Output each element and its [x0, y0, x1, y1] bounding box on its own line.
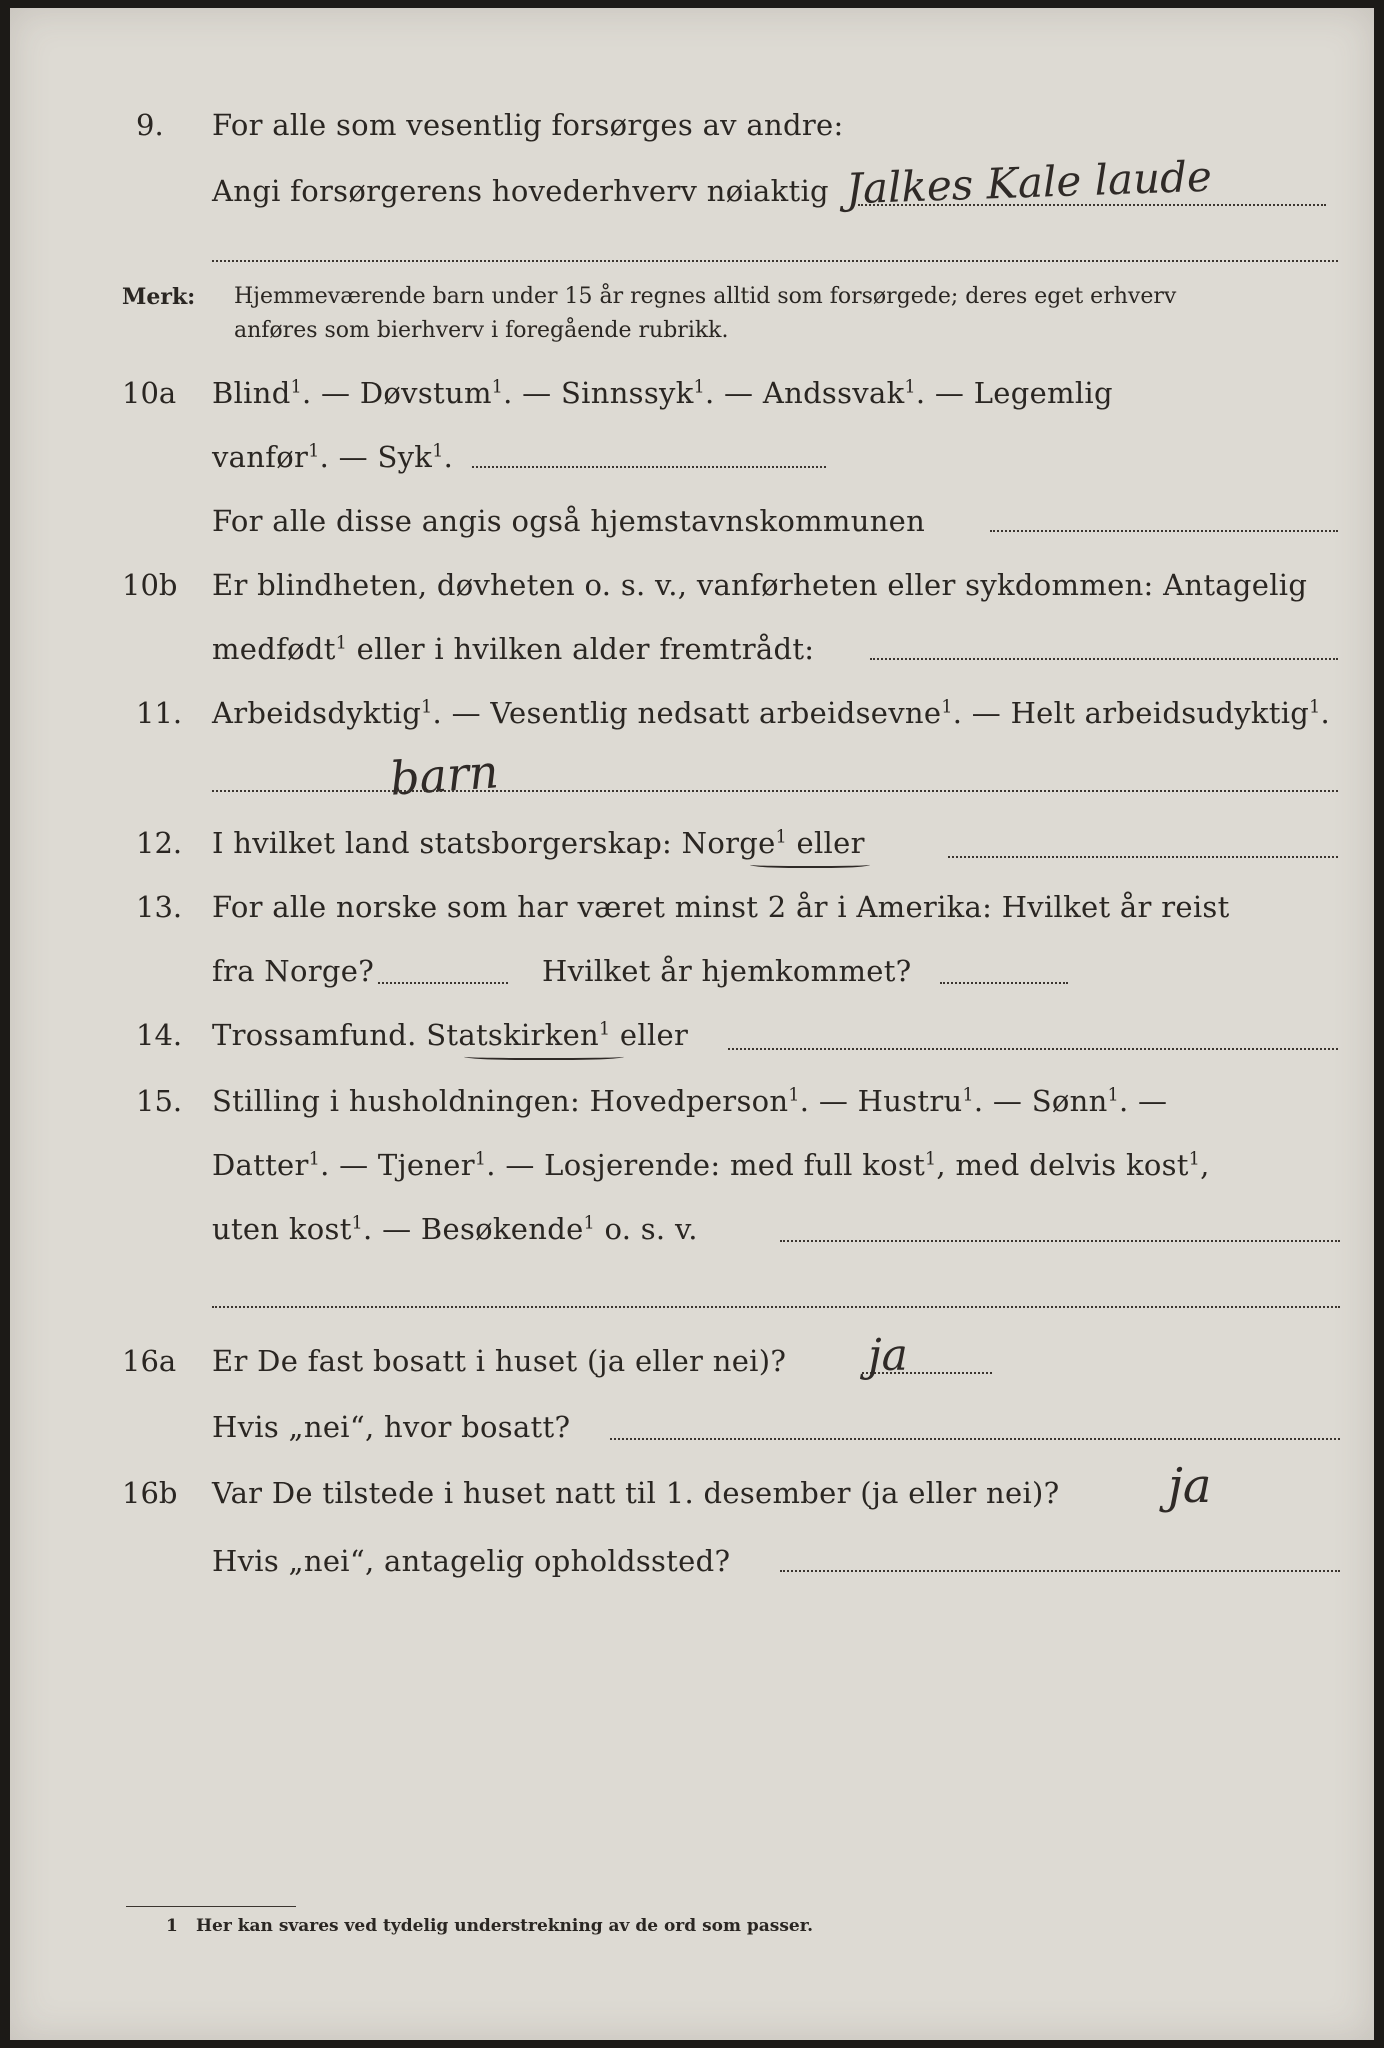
- q14-answer-line[interactable]: [728, 1048, 1338, 1050]
- q13-number: 13.: [136, 890, 183, 924]
- q12-norge-option[interactable]: Norge: [681, 826, 776, 860]
- q16b-line2: Hvis „nei“, antagelig opholdssted?: [212, 1544, 731, 1578]
- footnote-text: Her kan svares ved tydelig understrekning av de ord som passer.: [196, 1916, 814, 1936]
- q10a-answer-line[interactable]: [472, 466, 826, 468]
- q13-hjemkommet-line[interactable]: [940, 982, 1068, 984]
- q12-answer-line[interactable]: [948, 856, 1338, 858]
- q10a-line2: vanfør$^1$. — Syk$^1$.: [212, 440, 454, 474]
- q10b-line1: Er blindheten, døvheten o. s. v., vanførheten eller sykdommen: Antagelig: [212, 568, 1308, 602]
- q15-number: 15.: [136, 1084, 183, 1118]
- q15-extra-line[interactable]: [212, 1306, 1340, 1308]
- q12-line1: I hvilket land statsborgerskap: Norge$^1$ eller: [212, 826, 865, 860]
- q16a-bosatt-line[interactable]: [610, 1438, 1340, 1440]
- q15-line1: Stilling i husholdningen: Hovedperson$^1$. — Hustru$^1$. — Sønn$^1$. —: [212, 1084, 1168, 1118]
- q14-number: 14.: [136, 1018, 183, 1052]
- q10a-line1: Blind$^1$. — Døvstum$^1$. — Sinnssyk$^1$. — Andssvak$^1$. — Legemlig: [212, 376, 1113, 410]
- q14-statskirken-option[interactable]: Statskirken: [426, 1018, 600, 1052]
- q13-hjemkommet: Hvilket år hjemkommet?: [542, 954, 912, 988]
- q10a-number: 10a: [122, 376, 177, 410]
- q14-statskirken-underline: [464, 1052, 624, 1060]
- merk-label: Merk:: [122, 284, 196, 310]
- q11-handwritten-answer: barn: [388, 744, 501, 806]
- q15-line3: uten kost$^1$. — Besøkende$^1$ o. s. v.: [212, 1212, 698, 1246]
- q13-reist-line[interactable]: [378, 982, 508, 984]
- q16a-handwritten-answer: ja: [868, 1330, 908, 1381]
- q10b-number: 10b: [122, 568, 178, 602]
- q16a-line2: Hvis „nei“, hvor bosatt?: [212, 1410, 571, 1444]
- q9-text: For alle som vesentlig forsørges av andre:: [212, 108, 844, 142]
- q9-handwritten-answer: Jalkes Kale laude: [845, 151, 1213, 214]
- merk-line1: Hjemmeværende barn under 15 år regnes alltid som forsørgede; deres eget erhverv: [234, 284, 1177, 309]
- q9-extra-line[interactable]: [212, 260, 1338, 262]
- q11-number: 11.: [136, 696, 183, 730]
- footnote-rule: [126, 1906, 296, 1907]
- q10b-line2: medfødt$^1$ eller i hvilken alder fremtrådt:: [212, 632, 815, 666]
- q12-number: 12.: [136, 826, 183, 860]
- q13-line1: For alle norske som har været minst 2 år i Amerika: Hvilket år reist: [212, 890, 1230, 924]
- q16a-number: 16a: [122, 1344, 177, 1378]
- q10a-kommune-line[interactable]: [990, 530, 1338, 532]
- q12-norge-underline: [750, 860, 870, 868]
- q10b-answer-line[interactable]: [870, 658, 1338, 660]
- q15-line2: Datter$^1$. — Tjener$^1$. — Losjerende: med full kost$^1$, med delvis kost$^1$,: [212, 1148, 1210, 1182]
- q14-line1: Trossamfund. Statskirken$^1$ eller: [212, 1018, 689, 1052]
- q9-number: 9.: [136, 108, 164, 142]
- q11-line1: Arbeidsdyktig$^1$. — Vesentlig nedsatt arbeidsevne$^1$. — Helt arbeidsudyktig$^1$.: [212, 696, 1331, 730]
- q16a-line1: Er De fast bosatt i huset (ja eller nei)?: [212, 1344, 787, 1378]
- q11-answer-line[interactable]: [212, 790, 1338, 792]
- q16b-opphold-line[interactable]: [780, 1570, 1340, 1572]
- q16b-number: 16b: [122, 1476, 178, 1510]
- merk-line2: anføres som bierhverv i foregående rubrikk.: [234, 318, 729, 343]
- q15-answer-line[interactable]: [780, 1240, 1340, 1242]
- q16b-handwritten-answer: ja: [1168, 1458, 1212, 1514]
- q9-line2: Angi forsørgerens hovederhverv nøiaktig: [212, 174, 829, 208]
- q10a-line3: For alle disse angis også hjemstavnskommunen: [212, 504, 926, 538]
- q16b-line1: Var De tilstede i huset natt til 1. desember (ja eller nei)?: [212, 1476, 1060, 1510]
- footnote-marker: 1: [166, 1916, 178, 1936]
- q13-fra-norge: fra Norge?: [212, 954, 375, 988]
- form-page: [10, 8, 1374, 2040]
